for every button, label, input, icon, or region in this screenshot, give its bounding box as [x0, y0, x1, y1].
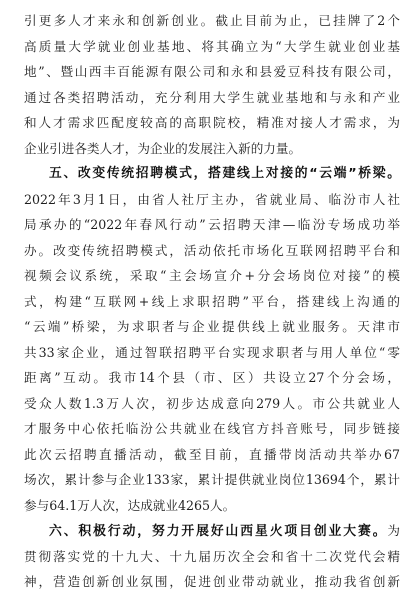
paragraph-line: 高质量大学就业创业基地、将其确立为“大学生就业创业基: [24, 38, 400, 54]
paragraph-line: 共33家企业，通过智联招聘平台实现求职者与用人单位“零: [24, 344, 400, 360]
paragraph-line: 局承办的“2022年春风行动”云招聘天津—临汾专场成功举: [24, 217, 400, 232]
paragraph-line: 通过各类招聘活动，充分利用大学生就业基地和与永和产业: [24, 89, 400, 105]
paragraph-line: 受众人数1.3万人次，初步达成意向279人。市公共就业人: [24, 395, 400, 411]
paragraph-line: 场次，累计参与企业133家，累计提供就业岗位13694个，累计: [24, 472, 400, 487]
section-heading-6: 六、积极行动，努力开展好山西星火项目创业大赛。为: [49, 523, 400, 539]
section-heading-6-title: 六、积极行动，努力开展好山西星火项目创业大赛。: [49, 524, 388, 539]
paragraph-line: 参与64.1万人次，达成就业4265人。: [24, 497, 236, 513]
paragraph-line: 地”、暨山西丰百能源有限公司和永和县爱豆科技有限公司，: [24, 64, 400, 79]
paragraph-line: 才服务中心依托临汾公共就业在线官方抖音账号，同步链接: [24, 421, 400, 436]
paragraph-line: 引更多人才来永和创新创业。截止目前为止，已挂牌了2个: [24, 13, 400, 28]
paragraph-line: 和人才需求匹配度较高的高职院校，精准对接人才需求，为: [24, 115, 400, 130]
section-heading-5: 五、改变传统招聘模式，搭建线上对接的“云端”桥梁。: [49, 166, 400, 181]
paragraph-line: 贯彻落实党的十九大、十九届历次全会和省十二次党代会精: [24, 548, 400, 564]
paragraph-line: 视频会议系统，采取“主会场宣介+分会场岗位对接”的模: [24, 268, 400, 283]
paragraph-line: 此次云招聘直播活动，截至目前，直播带岗活动共举办67: [24, 446, 400, 462]
paragraph-line: 神，营造创新创业氛围，促进创业带动就业，推动我省创新: [24, 574, 400, 589]
paragraph-line: 办。改变传统招聘模式，活动依托市场化互联网招聘平台和: [24, 242, 400, 258]
paragraph-line: 式，构建“互联网+线上求职招聘”平台，搭建线上沟通的: [24, 293, 400, 309]
paragraph-line: 2022年3月1日，由省人社厅主办，省就业局、临汾市人社: [24, 191, 400, 207]
paragraph-line: “云端”桥梁，为求职者与企业提供线上就业服务。天津市: [24, 319, 400, 334]
paragraph-line: 距离”互动。我市14个县（市、区）共设立27个分会场，: [24, 370, 400, 385]
paragraph-line: 企业引进各类人才，为企业的发展注入新的力量。: [24, 140, 302, 156]
